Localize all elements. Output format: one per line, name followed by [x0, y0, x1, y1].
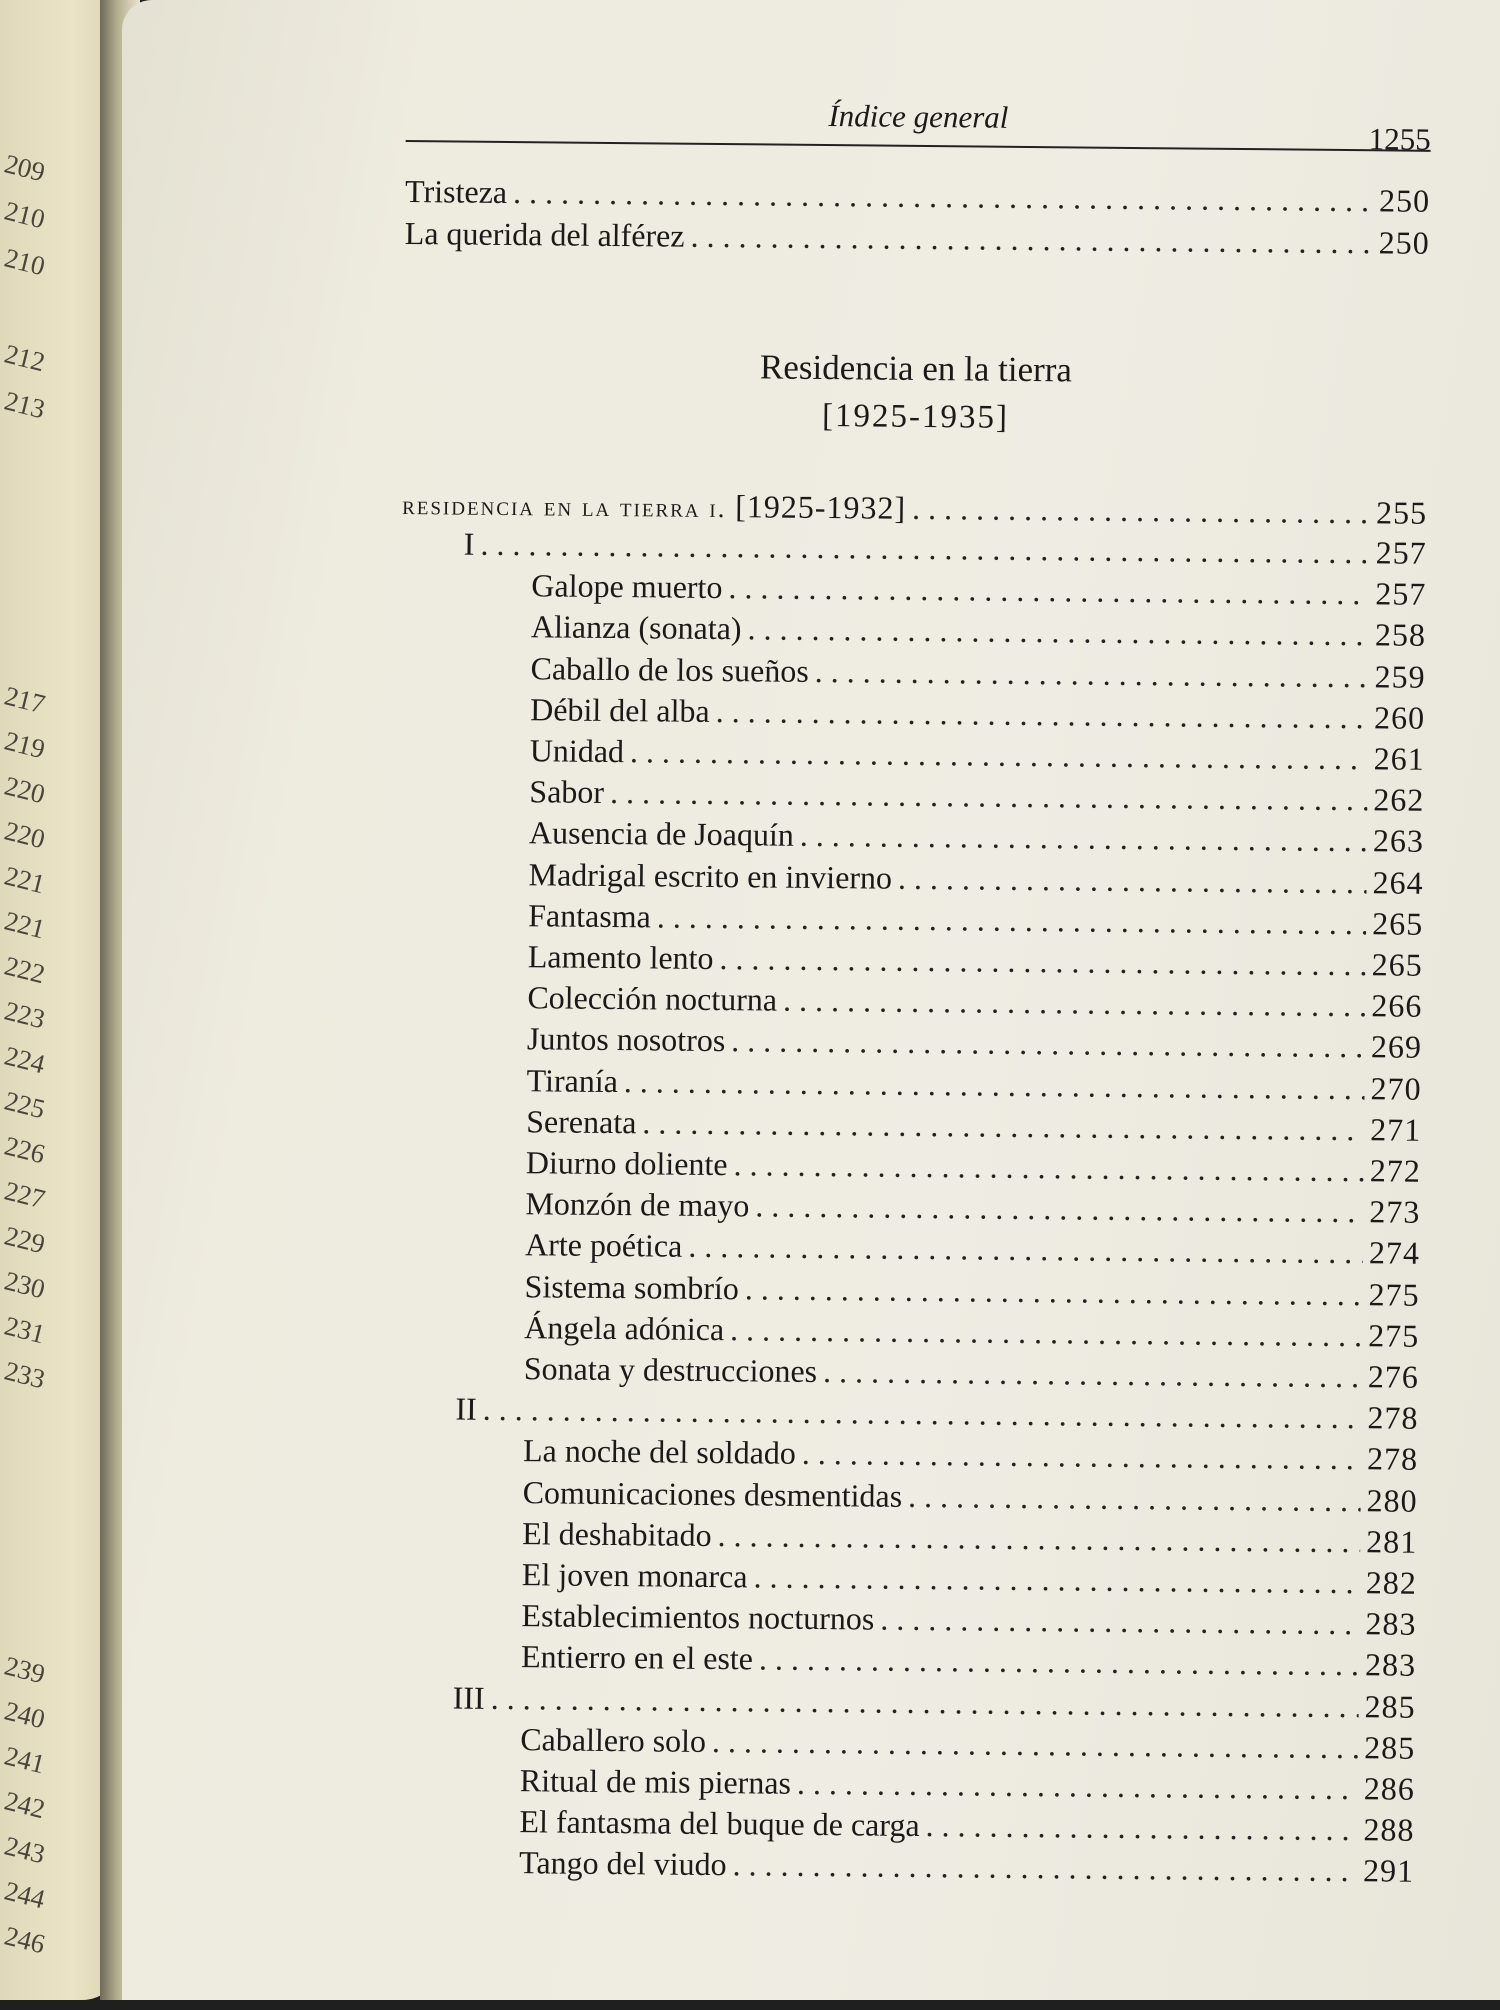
entry-title: Tango del viudo — [518, 1844, 727, 1883]
entry-page: 265 — [1371, 946, 1423, 983]
entry-title: III — [452, 1679, 485, 1716]
entry-page: 275 — [1368, 1317, 1420, 1354]
facing-page-number: 223 — [1, 995, 49, 1035]
entry-title: Monzón de mayo — [525, 1185, 750, 1224]
entry-page: 265 — [1372, 905, 1424, 942]
header-rule — [406, 140, 1431, 152]
dot-leader — [728, 566, 1369, 614]
entry-page: 257 — [1375, 575, 1427, 612]
dot-leader — [880, 1598, 1360, 1645]
entry-page: 291 — [1362, 1852, 1415, 1889]
entry-page: 276 — [1367, 1358, 1420, 1395]
entry-page: 266 — [1371, 987, 1423, 1024]
dot-leader — [733, 1143, 1364, 1191]
entry-title: Caballero solo — [520, 1721, 707, 1759]
entry-page: 260 — [1373, 699, 1426, 736]
entry-title: Ausencia de Joaquín — [528, 814, 794, 853]
entry-page: 255 — [1375, 494, 1428, 531]
dot-leader — [925, 1804, 1357, 1850]
entry-page: 281 — [1366, 1523, 1418, 1560]
dot-leader — [908, 1475, 1361, 1521]
entry-title: Sistema sombrío — [524, 1268, 740, 1307]
entry-page: 283 — [1364, 1646, 1417, 1683]
dot-leader — [783, 979, 1366, 1027]
facing-page-number: 246 — [1, 1920, 49, 1960]
entry-page: 280 — [1366, 1482, 1418, 1519]
entry-title: Sabor — [529, 773, 605, 810]
poem-entry — [389, 1840, 1414, 1892]
facing-page-number: 225 — [1, 1085, 49, 1125]
dot-leader — [802, 1432, 1362, 1479]
facing-page-number: 229 — [1, 1220, 49, 1260]
facing-page-number: 221 — [1, 905, 49, 945]
dot-leader — [753, 1555, 1360, 1603]
dot-leader — [747, 607, 1369, 655]
facing-page-number: 233 — [1, 1355, 49, 1395]
entry-page: 270 — [1370, 1070, 1422, 1107]
entry-page: 285 — [1364, 1729, 1416, 1766]
facing-page-number: 224 — [1, 1040, 49, 1080]
facing-page-number: 220 — [1, 815, 49, 855]
dot-leader — [912, 487, 1370, 533]
facing-page-number: 230 — [1, 1265, 49, 1305]
facing-page-number: 243 — [1, 1830, 49, 1870]
facing-page-number: 244 — [1, 1875, 49, 1915]
running-title: Índice general — [828, 98, 1009, 135]
entry-title: Entierro en el este — [520, 1638, 754, 1677]
dot-leader — [797, 1762, 1358, 1809]
entry-title: II — [455, 1390, 477, 1427]
entry-page: 271 — [1370, 1111, 1422, 1148]
facing-page-number: 242 — [1, 1785, 49, 1825]
entry-page: 283 — [1365, 1605, 1417, 1642]
dot-leader — [688, 1225, 1363, 1273]
entry-title: Lamento lento — [527, 938, 714, 976]
entry-page: 264 — [1372, 864, 1424, 901]
book-page — [122, 0, 1500, 2000]
dot-leader — [759, 1637, 1359, 1685]
entry-title: Colección nocturna — [527, 979, 778, 1018]
facing-page-number: 241 — [1, 1740, 49, 1780]
table-of-contents — [388, 0, 1432, 2010]
entry-title: El fantasma del buque de carga — [519, 1803, 920, 1844]
entry-title: Comunicaciones desmentidas — [522, 1474, 903, 1514]
facing-page-number: 240 — [1, 1695, 49, 1735]
entry-title: La querida del alférez — [404, 214, 685, 254]
entry-title: El joven monarca — [521, 1556, 748, 1595]
book-entry-years: [1925-1932] — [735, 488, 907, 526]
facing-page-number: 209 — [1, 148, 49, 188]
facing-page-number: 210 — [1, 242, 49, 282]
dot-leader — [815, 650, 1369, 697]
facing-page-number: 227 — [1, 1175, 49, 1215]
entry-title: Ángela adónica — [524, 1309, 725, 1348]
entry-page: 262 — [1373, 781, 1425, 818]
entry-title: Caballo de los sueños — [530, 650, 809, 689]
entry-title: Tristeza — [404, 172, 508, 210]
entry-title: Sonata y destrucciones — [523, 1350, 818, 1389]
entry-title: Galope muerto — [531, 567, 723, 606]
entry-title: Establecimientos nocturnos — [521, 1597, 875, 1637]
entry-title: El deshabitado — [522, 1515, 712, 1553]
facing-page-number: 226 — [1, 1130, 49, 1170]
toc-entry — [405, 212, 1430, 264]
entry-title: Tiranía — [526, 1062, 619, 1100]
entry-title: Alianza (sonata) — [530, 608, 742, 647]
dot-leader — [730, 1308, 1362, 1356]
entry-page: 263 — [1372, 822, 1425, 859]
entry-page: 272 — [1369, 1152, 1421, 1189]
entry-title: Juntos nosotros — [526, 1020, 726, 1059]
dot-leader — [731, 1019, 1365, 1067]
entry-title: I — [463, 525, 475, 562]
entry-page: 282 — [1365, 1564, 1418, 1601]
section-years: [1925-1935] — [821, 398, 1010, 436]
dot-leader — [690, 215, 1373, 264]
entry-title: Débil del alba — [530, 691, 710, 729]
entry-page: 286 — [1363, 1770, 1416, 1807]
facing-page-number: 231 — [1, 1310, 49, 1350]
entry-page: 258 — [1374, 616, 1427, 653]
facing-page-number: 221 — [1, 860, 49, 900]
entry-page: 261 — [1373, 740, 1425, 777]
entry-page: 250 — [1378, 224, 1430, 261]
entry-title: Serenata — [526, 1103, 637, 1141]
entry-title: La noche del soldado — [522, 1432, 797, 1471]
running-head — [406, 82, 1431, 157]
dot-leader — [823, 1350, 1362, 1397]
entry-page: 273 — [1369, 1193, 1421, 1230]
dot-leader — [898, 857, 1367, 903]
entry-page: 278 — [1366, 1440, 1419, 1477]
facing-page-number: 213 — [1, 385, 49, 425]
facing-page-number: 222 — [1, 950, 49, 990]
entry-page: 269 — [1370, 1028, 1423, 1065]
dot-leader — [800, 814, 1368, 861]
entry-title: Madrigal escrito en invierno — [528, 856, 893, 896]
dot-leader — [732, 1843, 1357, 1891]
entry-page: 288 — [1363, 1811, 1415, 1848]
entry-page: 274 — [1368, 1234, 1421, 1271]
dot-leader — [745, 1267, 1363, 1315]
facing-page-number: 217 — [1, 680, 49, 720]
entry-title: Unidad — [529, 732, 625, 770]
entry-page: 275 — [1368, 1276, 1420, 1313]
entry-page: 250 — [1378, 182, 1431, 219]
facing-page-number: 212 — [1, 338, 49, 378]
book-entry-title: residencia en la tierra i. [1925-1932] — [402, 488, 907, 526]
facing-page-number: 239 — [1, 1650, 49, 1690]
page-number: 1255 — [1368, 121, 1431, 157]
entry-title: Ritual de mis piernas — [519, 1762, 792, 1801]
entry-title: Fantasma — [528, 897, 652, 935]
entry-page: 257 — [1375, 534, 1427, 571]
facing-page-number: 220 — [1, 770, 49, 810]
entry-title: Diurno doliente — [525, 1144, 728, 1183]
facing-page-number: 219 — [1, 725, 49, 765]
entry-title: Arte poética — [524, 1226, 683, 1264]
facing-page-number: 210 — [1, 195, 49, 235]
section-title: Residencia en la tierra — [759, 347, 1073, 390]
entry-page: 278 — [1367, 1399, 1419, 1436]
entry-page: 285 — [1364, 1688, 1416, 1725]
dot-leader — [755, 1184, 1363, 1232]
entry-page: 259 — [1374, 658, 1426, 695]
